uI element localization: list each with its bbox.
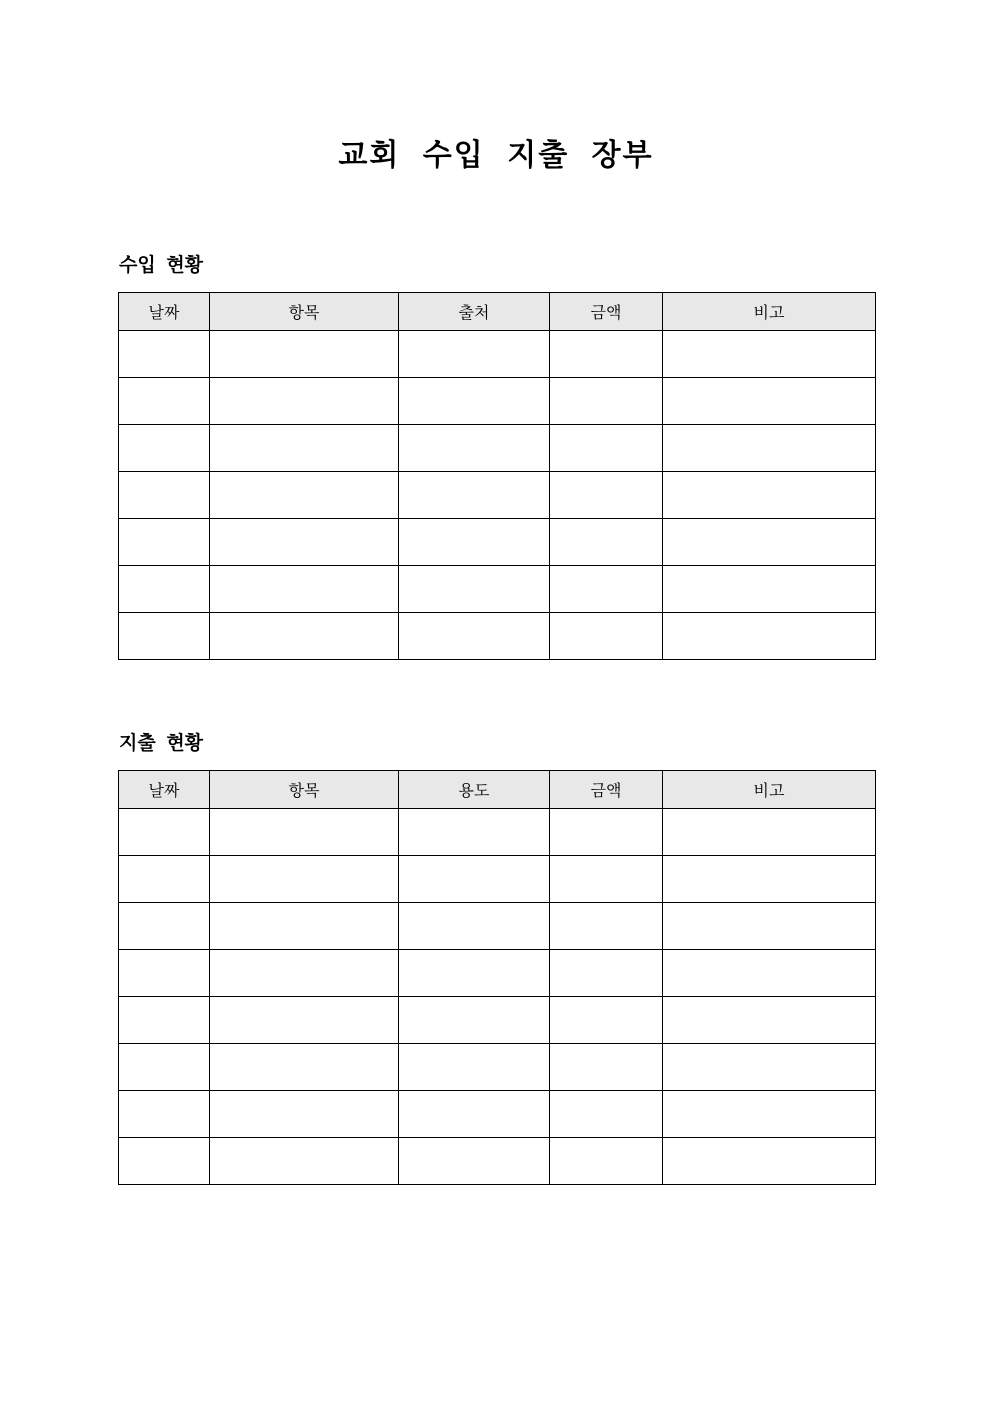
income-detail-cell [399,378,550,425]
income-header-source: 출처 [399,293,550,331]
income-header-note: 비고 [663,293,876,331]
expense-date-cell [119,950,210,997]
income-date-cell [119,472,210,519]
income-item-cell [210,566,399,613]
income-item-cell [210,425,399,472]
income-section-title: 수입 현황 [119,254,204,276]
income-item-cell [210,378,399,425]
expense-table-row [119,1044,876,1091]
expense-date-cell [119,856,210,903]
income-table-row [119,519,876,566]
expense-date-cell [119,997,210,1044]
expense-note-cell [663,856,876,903]
expense-section-title: 지출 현황 [119,732,204,754]
expense-table-row [119,950,876,997]
expense-header-date: 날짜 [119,771,210,809]
income-table-body [119,331,876,660]
expense-header-note: 비고 [663,771,876,809]
expense-detail-cell [399,856,550,903]
income-header-date: 날짜 [119,293,210,331]
expense-amount-cell [550,809,663,856]
income-date-cell [119,613,210,660]
expense-detail-cell [399,1138,550,1185]
income-table-row [119,472,876,519]
expense-header-amount: 금액 [550,771,663,809]
expense-item-cell [210,1091,399,1138]
expense-amount-cell [550,950,663,997]
income-note-cell [663,472,876,519]
expense-note-cell [663,997,876,1044]
income-amount-cell [550,378,663,425]
income-detail-cell [399,331,550,378]
income-table [118,292,876,660]
income-amount-cell [550,519,663,566]
expense-item-cell [210,950,399,997]
expense-header-item: 항목 [210,771,399,809]
income-detail-cell [399,613,550,660]
income-date-cell [119,425,210,472]
expense-note-cell [663,1138,876,1185]
expense-date-cell [119,1138,210,1185]
income-note-cell [663,566,876,613]
income-table-row [119,425,876,472]
income-item-cell [210,613,399,660]
expense-note-cell [663,950,876,997]
income-note-cell [663,331,876,378]
expense-note-cell [663,1044,876,1091]
income-amount-cell [550,472,663,519]
expense-note-cell [663,1091,876,1138]
expense-item-cell [210,903,399,950]
expense-amount-cell [550,903,663,950]
expense-detail-cell [399,809,550,856]
income-amount-cell [550,613,663,660]
expense-detail-cell [399,950,550,997]
income-amount-cell [550,425,663,472]
expense-item-cell [210,1138,399,1185]
expense-table-row [119,903,876,950]
income-note-cell [663,378,876,425]
expense-note-cell [663,903,876,950]
expense-table-row [119,1138,876,1185]
income-note-cell [663,613,876,660]
expense-table-row [119,1091,876,1138]
expense-note-cell [663,809,876,856]
income-table-row [119,331,876,378]
income-detail-cell [399,566,550,613]
expense-header-purpose: 용도 [399,771,550,809]
income-table-row [119,613,876,660]
expense-amount-cell [550,1138,663,1185]
expense-table-row [119,997,876,1044]
income-amount-cell [550,331,663,378]
expense-detail-cell [399,903,550,950]
expense-item-cell [210,856,399,903]
income-amount-cell [550,566,663,613]
expense-amount-cell [550,997,663,1044]
document-title: 교회 수입 지출 장부 [338,138,654,173]
income-item-cell [210,472,399,519]
income-date-cell [119,519,210,566]
expense-detail-cell [399,1044,550,1091]
income-note-cell [663,425,876,472]
income-detail-cell [399,425,550,472]
expense-item-cell [210,997,399,1044]
income-item-cell [210,519,399,566]
expense-table-row [119,809,876,856]
expense-item-cell [210,1044,399,1091]
expense-amount-cell [550,1091,663,1138]
income-detail-cell [399,472,550,519]
expense-date-cell [119,903,210,950]
expense-detail-cell [399,997,550,1044]
expense-table [118,770,876,1185]
income-header-amount: 금액 [550,293,663,331]
expense-header-row [119,771,876,809]
expense-table-body [119,809,876,1185]
expense-detail-cell [399,1091,550,1138]
income-date-cell [119,378,210,425]
income-date-cell [119,331,210,378]
income-item-cell [210,331,399,378]
expense-date-cell [119,1091,210,1138]
expense-date-cell [119,809,210,856]
income-date-cell [119,566,210,613]
income-detail-cell [399,519,550,566]
income-header-row [119,293,876,331]
income-table-row [119,378,876,425]
income-table-row [119,566,876,613]
expense-amount-cell [550,856,663,903]
income-note-cell [663,519,876,566]
expense-item-cell [210,809,399,856]
expense-amount-cell [550,1044,663,1091]
income-header-item: 항목 [210,293,399,331]
expense-table-row [119,856,876,903]
expense-date-cell [119,1044,210,1091]
